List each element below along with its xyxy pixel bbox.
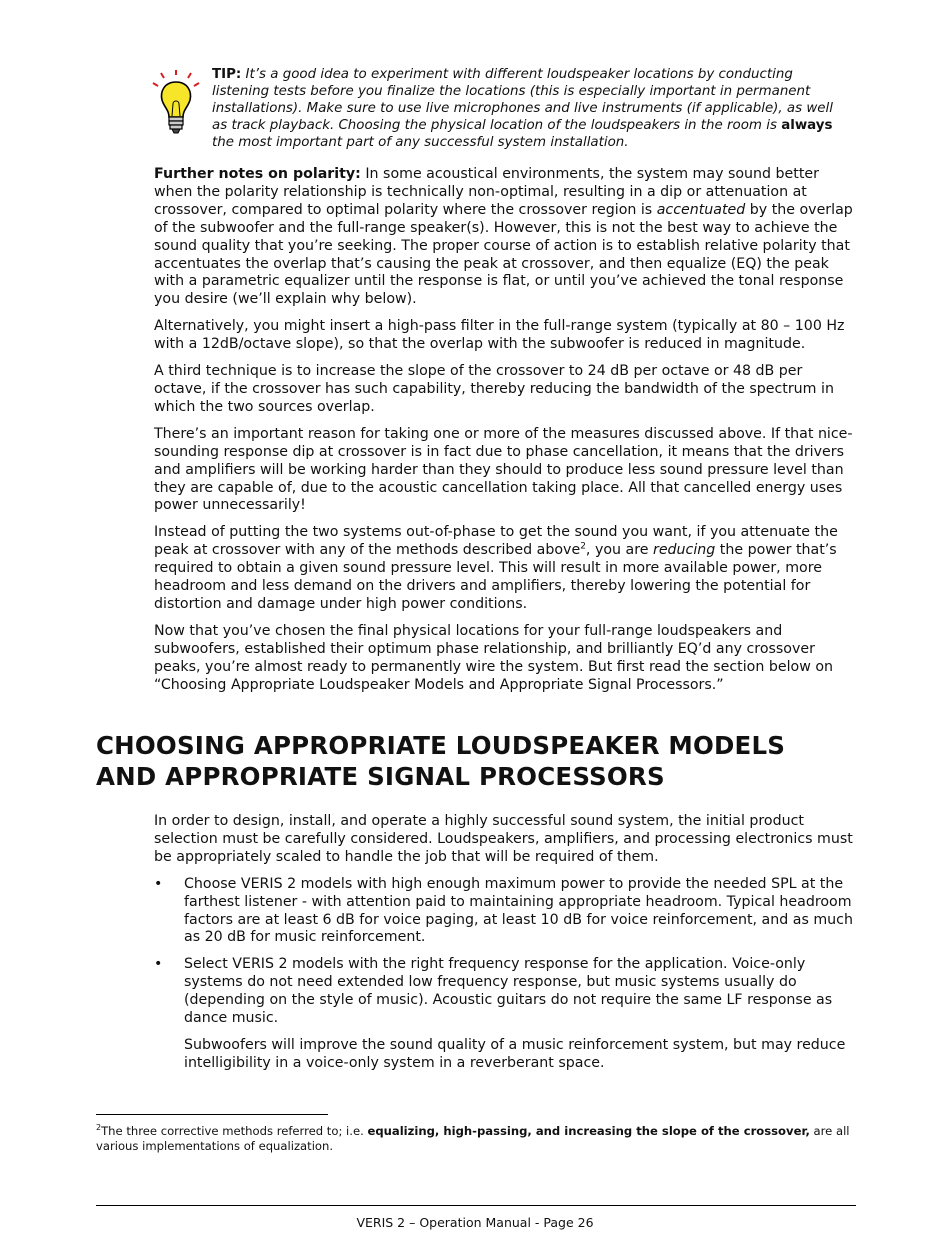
- choosing-section: [154, 813, 854, 1082]
- section-intro: In order to design, install, and operate a highly successful sound system, the initial product selection must be carefully considered. Loudspeakers, amplifiers, and processing electronics must be appropriately scaled to handle the job that will be required of them.: [154, 813, 853, 865]
- polarity-section: [154, 166, 854, 703]
- polarity-p1-text-b: by the overlap of the subwoofer and the full-range speaker(s). However, this is not the best way to achieve the sound quality that you’re seeking. The proper course of action is to establish relative polarity that accentuates the overlap that’s causing the peak at crossover, and then equalize (EQ) the peak with a parametric equalizer until the response is flat, or until you’ve achieved the tonal response you desire (we’ll explain why below).: [154, 201, 853, 308]
- footnote-number: 2: [96, 1123, 102, 1133]
- section-title: [96, 730, 856, 792]
- polarity-paragraph-6: Now that you’ve chosen the final physical locations for your full-range loudspeakers and subwoofers, established their optimum phase relationship, and brilliantly EQ’d any crossover peaks, you’re almost ready to permanently wire the system. But first read the section below on “Choosing Appropriate Loudspeaker Models and Appropriate Signal Processors.”: [154, 622, 833, 693]
- polarity-paragraph-5: [154, 524, 854, 614]
- polarity-p5-text-b: , you are: [585, 542, 653, 559]
- page-footer: VERIS 2 – Operation Manual - Page 26: [356, 1215, 594, 1230]
- polarity-paragraph-1: [154, 166, 854, 309]
- footnote: [96, 1124, 856, 1154]
- polarity-paragraph-4: There’s an important reason for taking one or more of the measures discussed above. If that nice-sounding response dip at crossover is in fact due to phase cancellation, it means that the drivers and amplifiers will be working harder than they should to produce less sound pressure level than they are capable of, due to the acoustic cancellation taking place. All that cancelled energy uses power unnecessarily!: [154, 425, 853, 514]
- tip-text-part1: It’s a good idea to experiment with different loudspeaker locations by conducting listening tests before you finalize the locations (this is especially important in permanent installations). Make sure to use live microphones and live instruments (if applicable), as well as track playback. Choosing the physical location of the loudspeakers in the room is: [212, 67, 833, 133]
- polarity-p5-emphasis: reducing: [652, 542, 716, 559]
- footnote-reference[interactable]: 2: [580, 541, 586, 552]
- tip-text: [212, 66, 852, 151]
- footnote-text-a: The three corrective methods referred to; i.e.: [101, 1124, 368, 1138]
- polarity-p5-text-c: the power that’s required to obtain a given sound pressure level. This will result in more available power, more headroom and less demand on the drivers and amplifiers, thereby lowering the potential for distortion and damage under high power conditions.: [154, 542, 837, 612]
- list-item: [154, 956, 854, 1028]
- footer-divider: [96, 1205, 856, 1206]
- footnote-divider: [96, 1114, 328, 1115]
- subwoofer-note: Subwoofers will improve the sound quality of a music reinforcement system, but may reduce intelligibility in a voice-only system in a reverberant space.: [184, 1036, 846, 1071]
- section-title-line-1: CHOOSING APPROPRIATE LOUDSPEAKER MODELS: [96, 731, 786, 760]
- bullet-list: [154, 876, 854, 1028]
- footnote-text-b: are all various implementations of equalization.: [96, 1124, 850, 1153]
- polarity-paragraph-2: Alternatively, you might insert a high-pass filter in the full-range system (typically at 80 – 100 Hz with a 12dB/octave slope), so that the overlap with the subwoofer is reduced in magnitude.: [154, 318, 845, 353]
- footnote-bold: equalizing, high-passing, and increasing the slope of the crossover,: [367, 1124, 810, 1138]
- section-title-line-2: AND APPROPRIATE SIGNAL PROCESSORS: [96, 762, 665, 791]
- tip-emphasis: always: [781, 118, 833, 133]
- bullet-marker: •: [154, 956, 163, 973]
- bullet-marker: •: [154, 875, 163, 892]
- lightbulb-icon: [152, 70, 200, 136]
- list-item-text: Select VERIS 2 models with the right frequency response for the application. Voice-only systems do not need extended low frequency response, but music systems usually do (depending on the style of music). Acoustic guitars do not require the same LF response as dance music.: [184, 956, 833, 1027]
- list-item-text: Choose VERIS 2 models with high enough maximum power to provide the needed SPL at the farthest listener - with attention paid to maintaining appropriate headroom. Typical headroom factors are at least 6 dB for voice paging, at least 10 dB for voice reinforcement, and as much as 20 dB for music reinforcement.: [184, 875, 853, 946]
- polarity-p1-emphasis: accentuated: [656, 201, 746, 218]
- polarity-p5-text-a: Instead of putting the two systems out-of-phase to get the sound you want, if you attenuate the peak at crossover with any of the methods described above: [154, 524, 838, 559]
- tip-text-part2: the most important part of any successful system installation.: [212, 135, 629, 150]
- polarity-heading: Further notes on polarity:: [154, 166, 361, 182]
- tip-label: TIP:: [212, 67, 242, 82]
- list-item: [154, 876, 854, 948]
- polarity-p1-text-a: In some acoustical environments, the system may sound better when the polarity relationship is technically non-optimal, resulting in a dip or attenuation at crossover, compared to optimal polarity where the crossover region is: [154, 166, 819, 218]
- polarity-paragraph-3: A third technique is to increase the slope of the crossover to 24 dB per octave or 48 dB per octave, if the crossover has such capability, thereby reducing the bandwidth of the spectrum in which the two sources overlap.: [154, 363, 834, 415]
